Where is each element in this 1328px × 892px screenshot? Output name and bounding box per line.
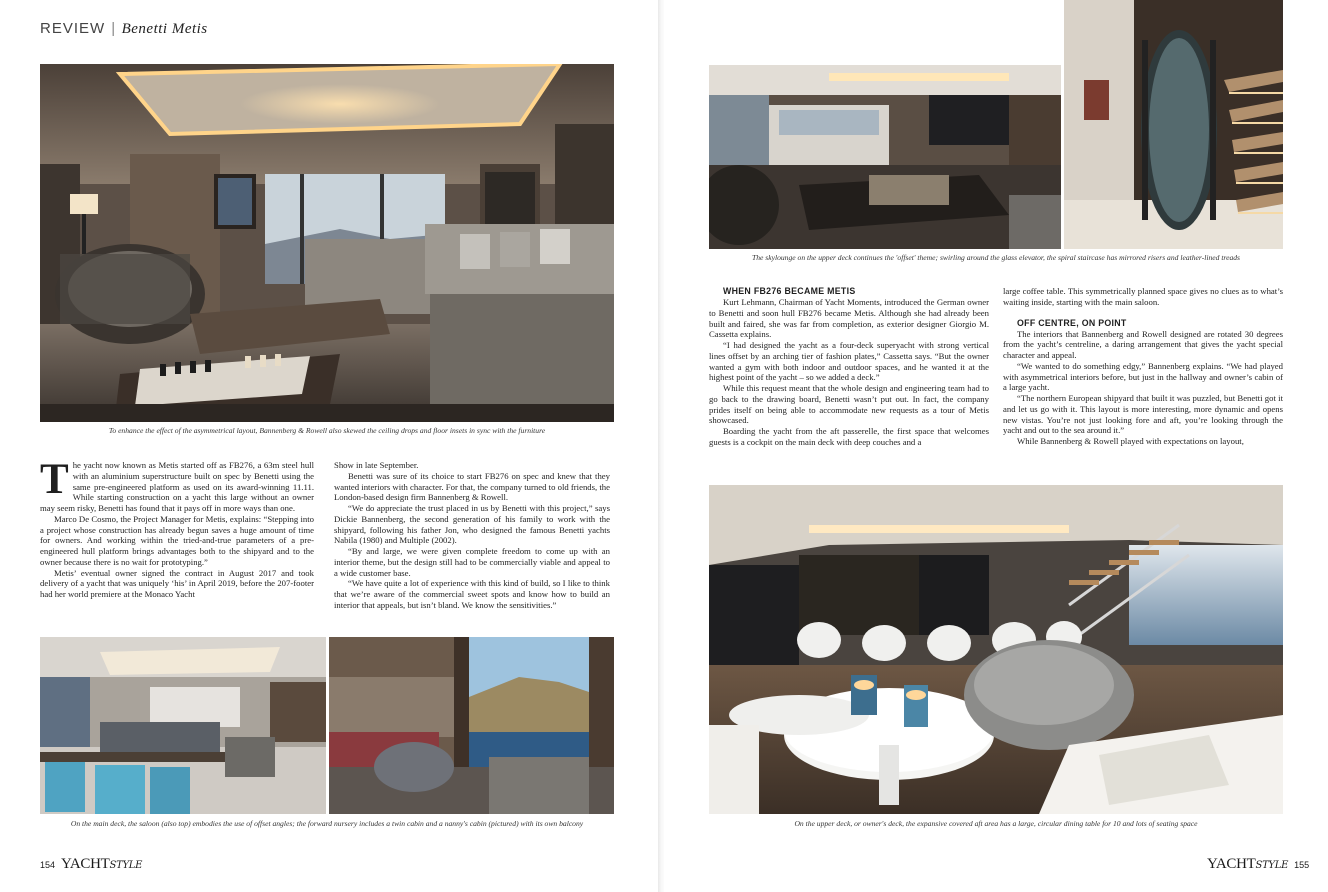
aft-deck-photo xyxy=(709,485,1283,814)
header-section: REVIEW xyxy=(40,20,106,37)
page-number: 155 xyxy=(1294,860,1310,870)
main-photo-caption: To enhance the effect of the asymmetrical layout, Bannenberg & Rowell also skewed the ceiling drops and floor insets in sync with the furniture xyxy=(108,426,546,435)
page-header xyxy=(40,20,208,38)
paragraph: While this request meant that the whole design and engineering team had to go back to the drawing board, Benetti wasn’t put out. In fact, the company prides itself on being able to accommodate new requests as a tour of Metis showcased. xyxy=(709,383,989,426)
header-article-title: Benetti Metis xyxy=(121,21,208,37)
paragraph: While Bannenberg & Rowell played with expectations on layout, xyxy=(1017,436,1244,446)
left-folio xyxy=(40,856,142,873)
paragraph: Metis’ eventual owner signed the contract in August 2017 and took delivery of a yacht that was uniquely ‘his’ in April 2019, before the 207-footer had her world premiere at the Monaco Yacht xyxy=(40,567,314,599)
paragraph: Kurt Lehmann, Chairman of Yacht Moments, introduced the German owner to Benetti and soon hull FB276 became Metis. Although she had already been built and faired, she was far from completion, as exterior designer Giorgio M. Cassetta explains. xyxy=(709,297,989,340)
paragraph: “We wanted to do something edgy,” Bannenberg explains. “We had played with asymmetrical interiors before, but just in the hallway and owner’s cabin of a large yacht. xyxy=(1003,360,1283,393)
paragraph: “We do appreciate the trust placed in us by Benetti with this project,” says Dickie Bannenberg, the second generation of his family to work with the shipyard, following his father Jon, who designed the famous Benetti yachts Nabila (1980) and Multiple (2002). xyxy=(334,503,610,546)
paragraph: “The northern European shipyard that built it was puzzled, but Benetti got it and let us go with it. This layout is more interesting, more dynamic and opens new vistas. You’re not just looking fore and aft, you’re looking through the yacht and out to the sea around it.” xyxy=(1003,393,1283,436)
bottom-left-caption: On the main deck, the saloon (also top) embodies the use of offset angles; the forward nursery includes a twin cabin and a nanny's cabin (pictured) with its own balcony xyxy=(70,819,584,828)
right-folio xyxy=(1207,856,1309,873)
article-column-4 xyxy=(1003,286,1283,447)
paragraph: “I had designed the yacht as a four-deck superyacht with strong vertical lines offset by an arching tier of fashion plates,” Cassetta says. “But the owner wanted a gym with both indoor and outdoor spaces, and he wanted it at the highest point of the yacht – so we added a deck.” xyxy=(709,340,989,383)
paragraph: Show in late September. xyxy=(334,460,419,470)
left-page xyxy=(0,0,660,892)
drop-cap: T xyxy=(40,456,69,503)
paragraph: Boarding the yacht from the aft passerelle, the first space that welcomes guests is a cockpit on the main deck with deep couches and a xyxy=(709,426,989,447)
page-number: 154 xyxy=(40,860,56,870)
paragraph: “By and large, we were given complete freedom to come up with an interior theme, but the design still had to be commercially viable and appeal to a wide customer base. xyxy=(334,546,610,578)
section-heading: WHEN FB276 BECAME METIS xyxy=(723,286,856,296)
article-column-1 xyxy=(40,456,314,600)
glass-elevator-staircase-photo xyxy=(1064,0,1283,249)
bottom-right-caption: On the upper deck, or owner's deck, the expansive covered aft area has a large, circular dining table for 10 and lots of seating space xyxy=(794,819,1198,828)
paragraph: he yacht now known as Metis started off as FB276, a 63m steel hull with an aluminium superstructure built on spec by Benetti using the same pre-engineered platform as used on its award-winning 11.11. While starting construction on a yacht this large without an owner may seem risky, Benetti has found that it pays off in more ways than one. xyxy=(40,460,314,513)
skylounge-photo xyxy=(709,65,1061,249)
main-deck-saloon-photo xyxy=(40,637,326,814)
saloon-main-photo xyxy=(40,64,614,422)
article-column-3 xyxy=(709,286,989,448)
paragraph: “We have quite a lot of experience with this kind of build, so I like to think that we’re aware of the commercial sweet spots and know how to build an interior that appeals, but isn’t bland. We know the sensitivities.” xyxy=(334,578,610,610)
top-right-caption: The skylounge on the upper deck continues the 'offset' theme; swirling around the glass elevator, the spiral staircase has mirrored risers and leather-lined treads xyxy=(751,253,1241,262)
magazine-logo: YACHTstyle xyxy=(61,856,143,872)
right-page xyxy=(664,0,1328,892)
magazine-logo: YACHTstyle xyxy=(1207,856,1289,872)
paragraph: large coffee table. This symmetrically planned space gives no clues as to what’s waiting inside, starting with the main saloon. xyxy=(1003,286,1283,307)
section-heading: OFF CENTRE, ON POINT xyxy=(1017,317,1127,328)
article-column-2 xyxy=(334,460,610,611)
nanny-cabin-photo xyxy=(329,637,614,814)
header-separator: | xyxy=(111,20,116,37)
paragraph: Benetti was sure of its choice to start FB276 on spec and knew that they wanted interiors with character. For that, the company turned to old friends, the London-based design firm Bannenberg & Rowell. xyxy=(334,470,610,503)
paragraph: Marco De Cosmo, the Project Manager for Metis, explains: “Stepping into a project whose construction has already begun saves a huge amount of time for owners. And working within the tried-and-true parameters of a pre-engineered hull platform brings advantages both to the shipyard and to the owner because there is no wait for prototyping.” xyxy=(40,513,314,567)
paragraph: The interiors that Bannenberg and Rowell designed are rotated 30 degrees from the yacht’s centreline, a daring arrangement that gives the yacht special character and appeal. xyxy=(1003,328,1283,360)
